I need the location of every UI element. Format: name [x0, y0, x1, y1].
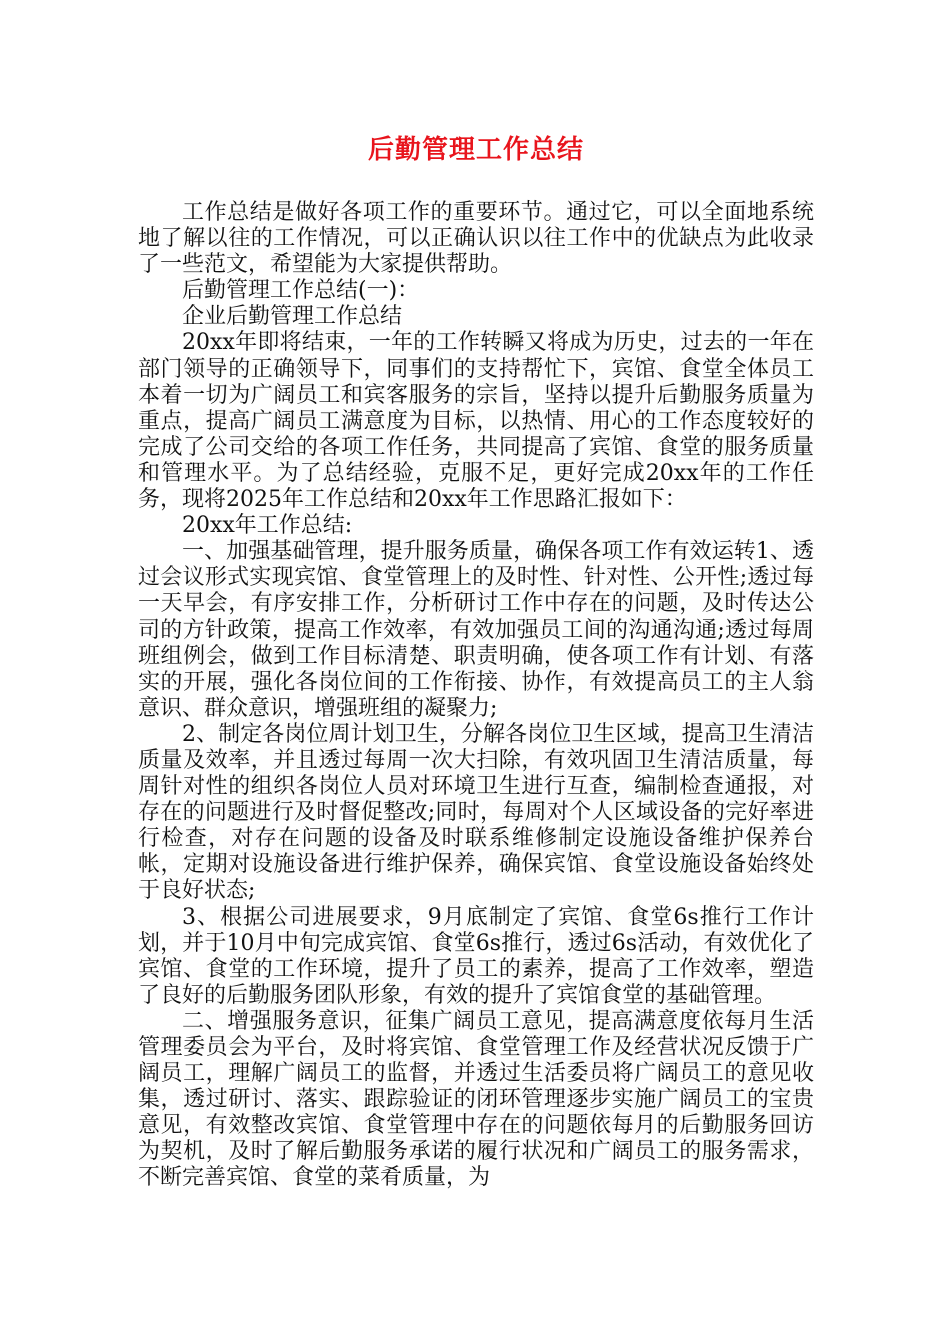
paragraph-subtitle: 企业后勤管理工作总结: [182, 304, 403, 330]
paragraph-section-2: 二、增强服务意识，征集广阔员工意见，提高满意度依每月生活管理委员会为平台，及时将宾馆、食堂管理工作及经营状况反馈于广阔员工，理解广阔员工的监督，并透过生活委员将广阔员工的意见收集，透过研讨、落实、跟踪验证的闭环管理逐步实施广阔员工的宝贵意见，有效整改宾馆、食堂管理中存在的问题依每月的后勤服务回访为契机，及时了解后勤服务承诺的履行状况和广阔员工的服务需求，不断完善宾馆、食堂的菜肴质量，为: [138, 1008, 814, 1191]
document-body: [138, 200, 814, 1192]
document-page: [138, 130, 814, 1192]
paragraph-overview: 20xx年即将结束，一年的工作转瞬又将成为历史，过去的一年在部门领导的正确领导下，同事们的支持帮忙下，宾馆、食堂全体员工本着一切为广阔员工和宾客服务的宗旨，坚持以提升后勤服务质量为重点，提高广阔员工满意度为目标，以热情、用心的工作态度较好的完成了公司交给的各项工作任务，共同提高了宾馆、食堂的服务质量和管理水平。为了总结经验，克服不足，更好完成20xx年的工作任务，现将2025年工作总结和20xx年工作思路汇报如下：: [138, 330, 814, 513]
paragraph-item-2: 2、制定各岗位周计划卫生，分解各岗位卫生区域，提高卫生清洁质量及效率，并且透过每周一次大扫除，有效巩固卫生清洁质量，每周针对性的组织各岗位人员对环境卫生进行互查，编制检查通报，对存在的问题进行及时督促整改;同时，每周对个人区域设备的完好率进行检查，对存在问题的设备及时联系维修制定设施设备维护保养台帐，定期对设施设备进行维护保养，确保宾馆、食堂设施设备始终处于良好状态;: [138, 721, 814, 904]
document-title: 后勤管理工作总结: [367, 135, 584, 165]
paragraph-section-1: 一、加强基础管理，提升服务质量，确保各项工作有效运转1、透过会议形式实现宾馆、食堂管理上的及时性、针对性、公开性;透过每一天早会，有序安排工作，分析研讨工作中存在的问题，及时传达公司的方针政策，提高工作效率，有效加强员工间的沟通沟通;透过每周班组例会，做到工作目标清楚、职责明确，使各项工作有计划、有落实的开展，强化各岗位间的工作衔接、协作，有效提高员工的主人翁意识、群众意识，增强班组的凝聚力;: [138, 539, 814, 721]
paragraph-intro: 工作总结是做好各项工作的重要环节。通过它，可以全面地系统地了解以往的工作情况，可以正确认识以往工作中的优缺点为此收录了一些范文，希望能为大家提供帮助。: [138, 200, 814, 278]
paragraph-heading-1: 后勤管理工作总结(一)：: [182, 278, 420, 304]
paragraph-summary-heading: 20xx年工作总结:: [182, 513, 353, 539]
paragraph-item-3: 3、根据公司进展要求，9月底制定了宾馆、食堂6s推行工作计划，并于10月中旬完成宾馆、食堂6s推行，透过6s活动，有效优化了宾馆、食堂的工作环境，提升了员工的素养，提高了工作效率，塑造了良好的后勤服务团队形象，有效的提升了宾馆食堂的基础管理。: [138, 904, 814, 1008]
